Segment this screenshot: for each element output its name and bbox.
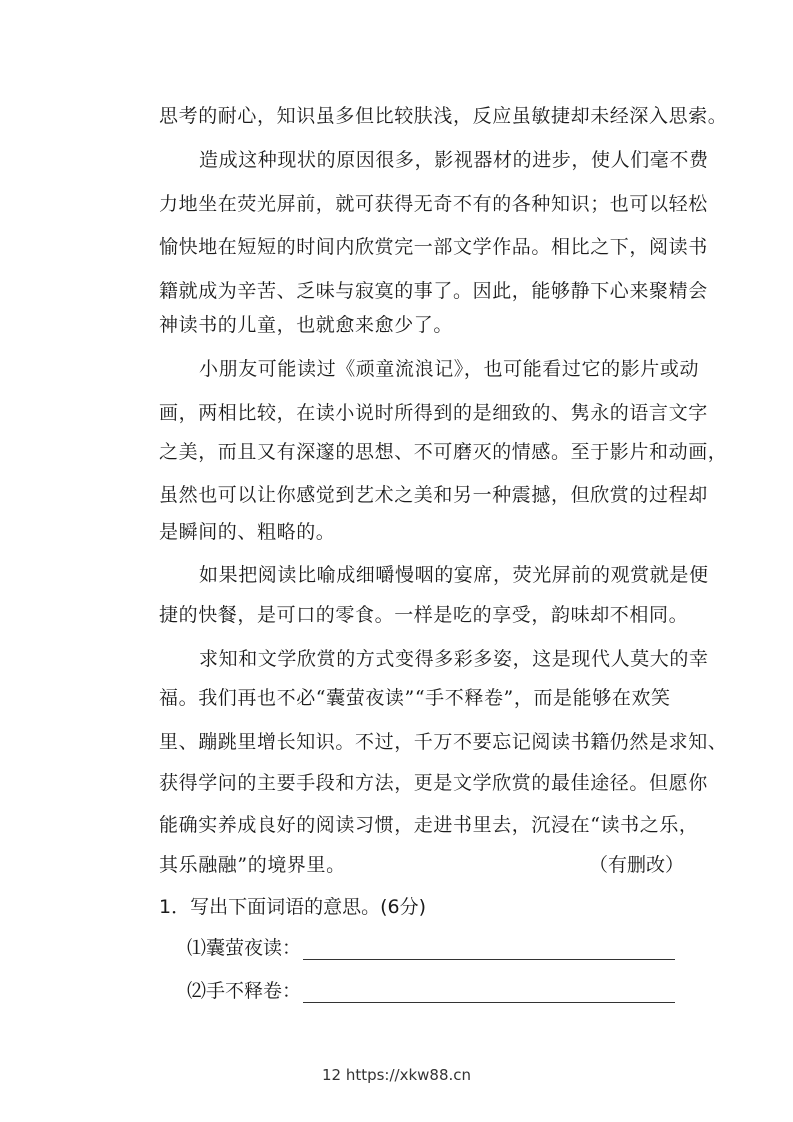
passage-line-15: 福。我们再也不必“囊萤夜读”“手不释卷”，而是能够在欢笑	[159, 687, 671, 709]
passage-line-14: 求知和文学欣赏的方式变得多彩多姿，这是现代人莫大的幸	[199, 648, 709, 670]
passage-line-4: 愉快地在短短的时间内欣赏完一部文学作品。相比之下，阅读书	[159, 236, 708, 258]
question-1-item-1	[187, 936, 675, 960]
passage-line-8: 画，两相比较，在读小说时所得到的是细致的、隽永的语言文字	[159, 402, 708, 424]
passage-line-16: 里、蹦跳里增长知识。不过，千万不要忘记阅读书籍仍然是求知、	[159, 731, 728, 753]
passage-line-1: 思考的耐心，知识虽多但比较肤浅，反应虽敏捷却未经深入思索。	[159, 105, 728, 127]
passage-line-7: 小朋友可能读过《顽童流浪记》，也可能看过它的影片或动	[199, 358, 700, 380]
source-note: （有删改）	[589, 854, 685, 876]
question-1-title: 1．写出下面词语的意思。(6分)	[159, 896, 427, 918]
passage-line-3: 力地坐在荧光屏前，就可获得无奇不有的各种知识；也可以轻松	[159, 193, 708, 215]
passage-line-19: 其乐融融”的境界里。	[159, 854, 346, 876]
question-1-item-1-label: ⑴囊萤夜读：	[187, 937, 302, 959]
passage-line-17: 获得学问的主要手段和方法，更是文学欣赏的最佳途径。但愿你	[159, 772, 708, 794]
passage-line-9: 之美，而且又有深邃的思想、不可磨灭的情感。至于影片和动画，	[159, 441, 728, 463]
passage-line-10: 虽然也可以让你感觉到艺术之美和另一种震撼，但欣赏的过程却	[159, 484, 708, 506]
passage-line-18: 能确实养成良好的阅读习惯，走进书里去，沉浸在“读书之乐，	[159, 814, 699, 836]
page-footer: 12 https://xkw88.cn	[321, 1066, 472, 1084]
passage-line-11: 是瞬间的、粗略的。	[159, 521, 336, 543]
passage-line-13: 捷的快餐，是可口的零食。一样是吃的享受，韵味却不相同。	[159, 604, 689, 626]
answer-blank-1[interactable]	[303, 939, 675, 960]
passage-line-12: 如果把阅读比喻成细嚼慢咽的宴席，荧光屏前的观赏就是便	[199, 564, 709, 586]
answer-blank-2[interactable]	[303, 982, 675, 1003]
passage-line-6: 神读书的儿童，也就愈来愈少了。	[159, 314, 454, 336]
question-1-item-2	[187, 979, 675, 1003]
passage-line-5: 籍就成为辛苦、乏味与寂寞的事了。因此，能够静下心来聚精会	[159, 280, 708, 302]
question-1-item-2-label: ⑵手不释卷：	[187, 980, 302, 1002]
passage-line-2: 造成这种现状的原因很多，影视器材的进步，使人们毫不费	[199, 149, 709, 171]
